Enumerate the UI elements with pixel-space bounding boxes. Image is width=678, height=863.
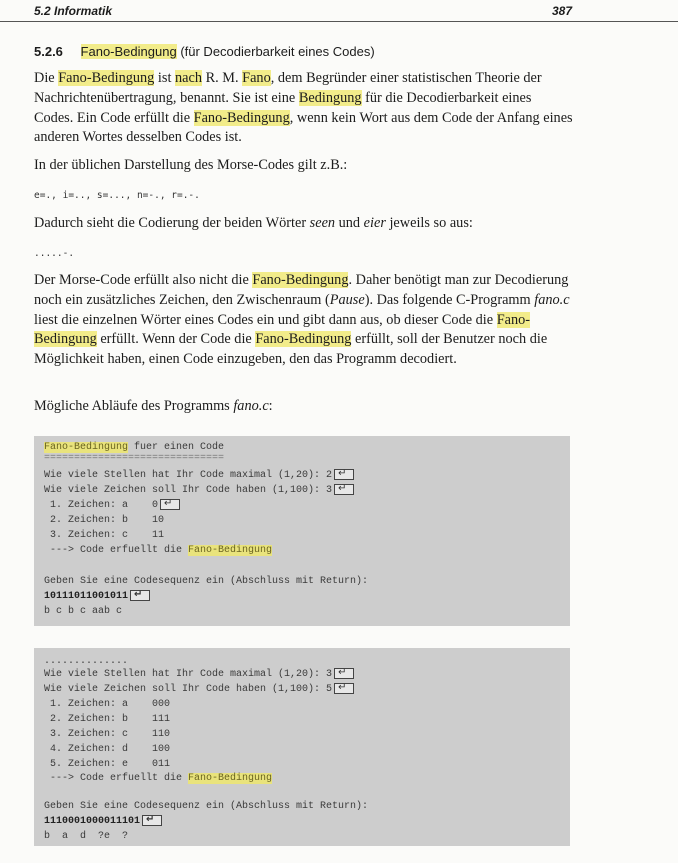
return-key-icon [160,499,180,510]
run2-question-symbols: Wie viele Zeichen soll Ihr Code haben (1,100): 5 ↵ [44,683,354,697]
run1-output: b c b c aab c [44,606,123,617]
run2-symbol-row: 3. Zeichen: c 110 [44,729,171,740]
run1-rule: ============================== [44,453,225,464]
run1-question-symbols: Wie viele Zeichen soll Ihr Code haben (1,100): 3 ↵ [44,484,354,498]
paragraph-program: Der Morse-Code erfüllt also nicht die Fano-Bedingung. Daher benötigt man zur Decodierung noch ein zusätzliches Zeichen, den Zwischenraum (Pause). Das folgende C-Programm fano.c liest die einzelnen Wörter eines Codes ein und gibt dann aus, ob dieser Code die Fano-Bedingung erfüllt. Wenn der Code die Fano-Bedingung erfüllt, soll der Benutzer noch die Möglichkeit haben, einen Code einzugeben, den das Programm decodiert. [34,272,570,368]
run2-result: ---> Code erfuellt die Fano-Bedingung [44,773,273,784]
paragraph-runs: Mögliche Abläufe des Programms fano.c: [34,398,273,414]
run1-question-digits: Wie viele Stellen hat Ihr Code maximal (1,20): 2 ↵ [44,469,354,483]
header-section: 5.2 Informatik [34,4,113,18]
return-key-icon [334,469,354,480]
morse-code-examples: e=., i=.., s=..., n=-., r=.-. [34,190,200,201]
page-number: 387 [551,4,572,18]
run2-question-digits: Wie viele Stellen hat Ihr Code maximal (1,20): 3 ↵ [44,668,354,682]
section-title [34,44,375,59]
run2-symbol-row: 4. Zeichen: d 100 [44,744,171,755]
run1-symbol-row: 3. Zeichen: c 11 [44,530,165,541]
section-subtitle: (für Decodierbarkeit eines Codes) [180,44,375,59]
return-key-icon [334,668,354,679]
run2-symbol-row: 2. Zeichen: b 111 [44,714,171,725]
return-key-icon [334,683,354,694]
return-key-icon [130,590,150,601]
section-term: Fano-Bedingung [80,44,177,59]
program-run-2 [34,648,570,846]
morse-word-code: .....-. [34,248,75,259]
run2-prompt: Geben Sie eine Codesequenz ein (Abschluss mit Return): [44,801,369,812]
run1-result: ---> Code erfuellt die Fano-Bedingung [44,545,273,556]
paragraph-morse-intro: In der üblichen Darstellung des Morse-Codes gilt z.B.: [34,157,348,173]
return-key-icon [142,815,162,826]
run1-prompt: Geben Sie eine Codesequenz ein (Abschluss mit Return): [44,576,369,587]
return-key-icon [334,484,354,495]
paragraph-words: Dadurch sieht die Codierung der beiden Wörter seen und eier jeweils so aus: [34,215,473,231]
run2-symbol-row: 1. Zeichen: a 000 [44,699,171,710]
run1-title: Fano-Bedingung fuer einen Code [44,442,225,453]
run2-input: 1110001000011101 ↵ [44,815,162,829]
section-number: 5.2.6 [34,44,63,59]
run2-dots: .............. [44,656,129,667]
run1-input: 10111011001011 ↵ [44,590,150,604]
running-header [34,4,572,18]
run1-symbol-row: 2. Zeichen: b 10 [44,515,165,526]
header-rule [0,21,678,22]
run2-symbol-row: 5. Zeichen: e 011 [44,759,171,770]
program-run-1 [34,436,570,626]
run2-output: b a d ?e ? [44,831,129,842]
run1-symbol-row: 1. Zeichen: a 0 ↵ [44,499,180,513]
paragraph-intro: Die Fano-Bedingung ist nach R. M. Fano, dem Begründer einer statistischen Theorie der Nachrichtenübertragung, benannt. Sie ist eine Bedingung für die Decodierbarkeit eines Codes. Ein Code erfüllt die Fano-Bedingung, wenn kein Wort aus dem Code der Anfang eines anderen Wortes desselben Codes ist. [34,70,573,146]
